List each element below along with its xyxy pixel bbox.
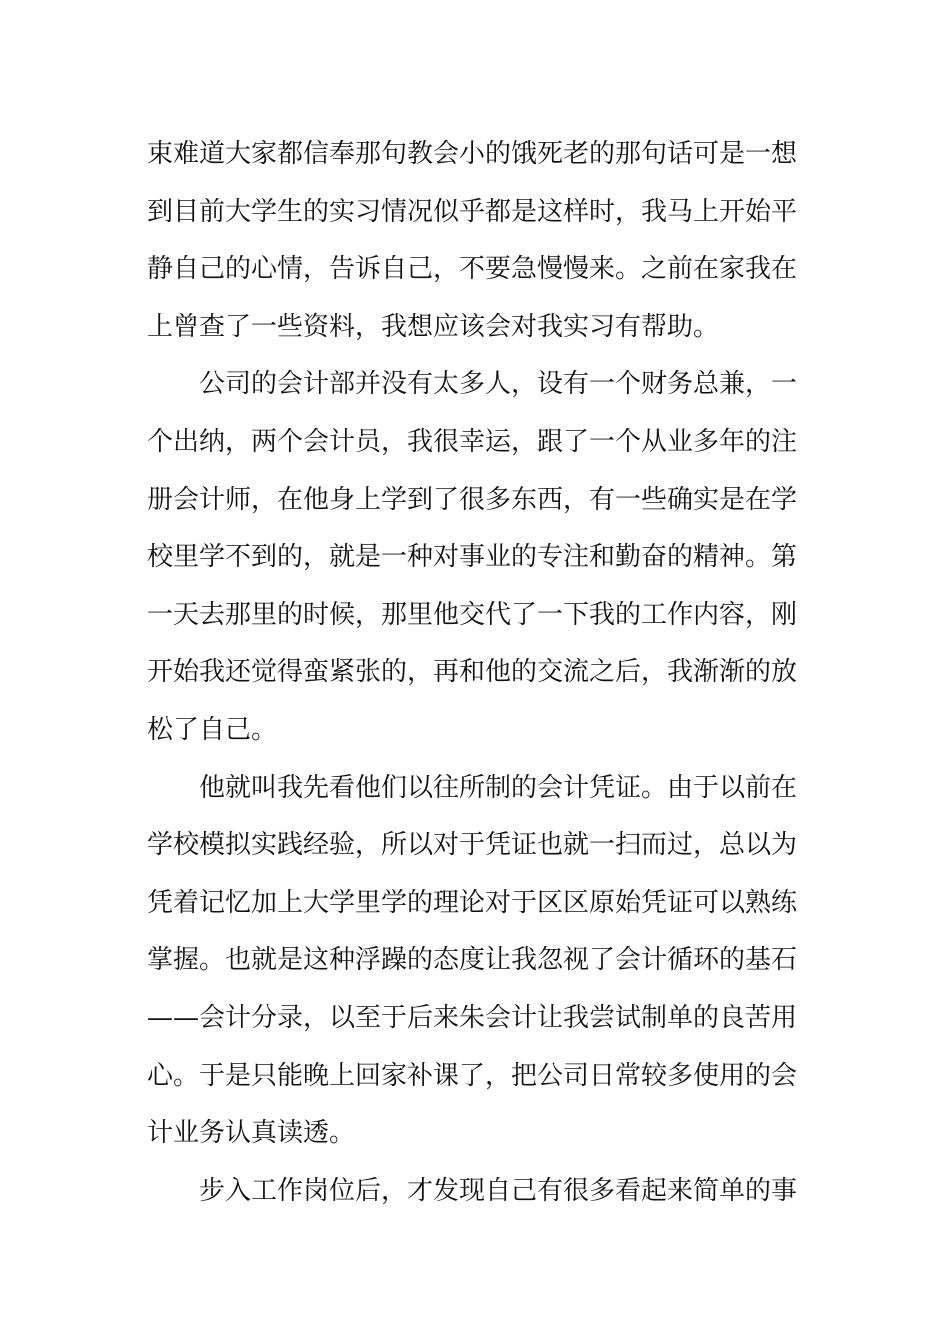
text-line: 册会计师，在他身上学到了很多东西，有一些确实是在学: [147, 484, 798, 515]
text-line: 校里学不到的，就是一种对事业的专注和勤奋的精神。第: [147, 542, 798, 573]
paragraph-start-line: 公司的会计部并没有太多人，设有一个财务总兼，一: [199, 369, 798, 400]
text-line: 到目前大学生的实习情况似乎都是这样时，我马上开始平: [147, 196, 798, 227]
text-line: 掌握。也就是这种浮躁的态度让我忽视了会计循环的基石: [147, 945, 798, 976]
text-line: 静自己的心情，告诉自己，不要急慢慢来。之前在家我在: [147, 254, 798, 285]
paragraph-start-line: 他就叫我先看他们以往所制的会计凭证。由于以前在: [199, 772, 798, 803]
text-line: 凭着记忆加上大学里学的理论对于区区原始凭证可以熟练: [147, 887, 798, 918]
body-text: [147, 126, 807, 1220]
text-line: 一天去那里的时候，那里他交代了一下我的工作内容，刚: [147, 599, 798, 630]
text-line: 上曾查了一些资料，我想应该会对我实习有帮助。: [147, 311, 720, 342]
text-line: 心。于是只能晚上回家补课了，把公司日常较多使用的会: [147, 1060, 798, 1091]
text-line: 松了自己。: [147, 714, 278, 745]
paragraph-start-line: 步入工作岗位后，才发现自己有很多看起来简单的事: [199, 1175, 798, 1206]
text-line: 个出纳，两个会计员，我很幸运，跟了一个从业多年的注: [147, 426, 798, 457]
text-line: 计业务认真读透。: [147, 1118, 356, 1149]
text-line: 学校模拟实践经验，所以对于凭证也就一扫而过，总以为: [147, 830, 798, 861]
text-line: 开始我还觉得蛮紧张的，再和他的交流之后，我渐渐的放: [147, 657, 798, 688]
text-line: ——会计分录，以至于后来朱会计让我尝试制单的良苦用: [147, 1002, 798, 1033]
text-line: 束难道大家都信奉那句教会小的饿死老的那句话可是一想: [147, 139, 798, 169]
